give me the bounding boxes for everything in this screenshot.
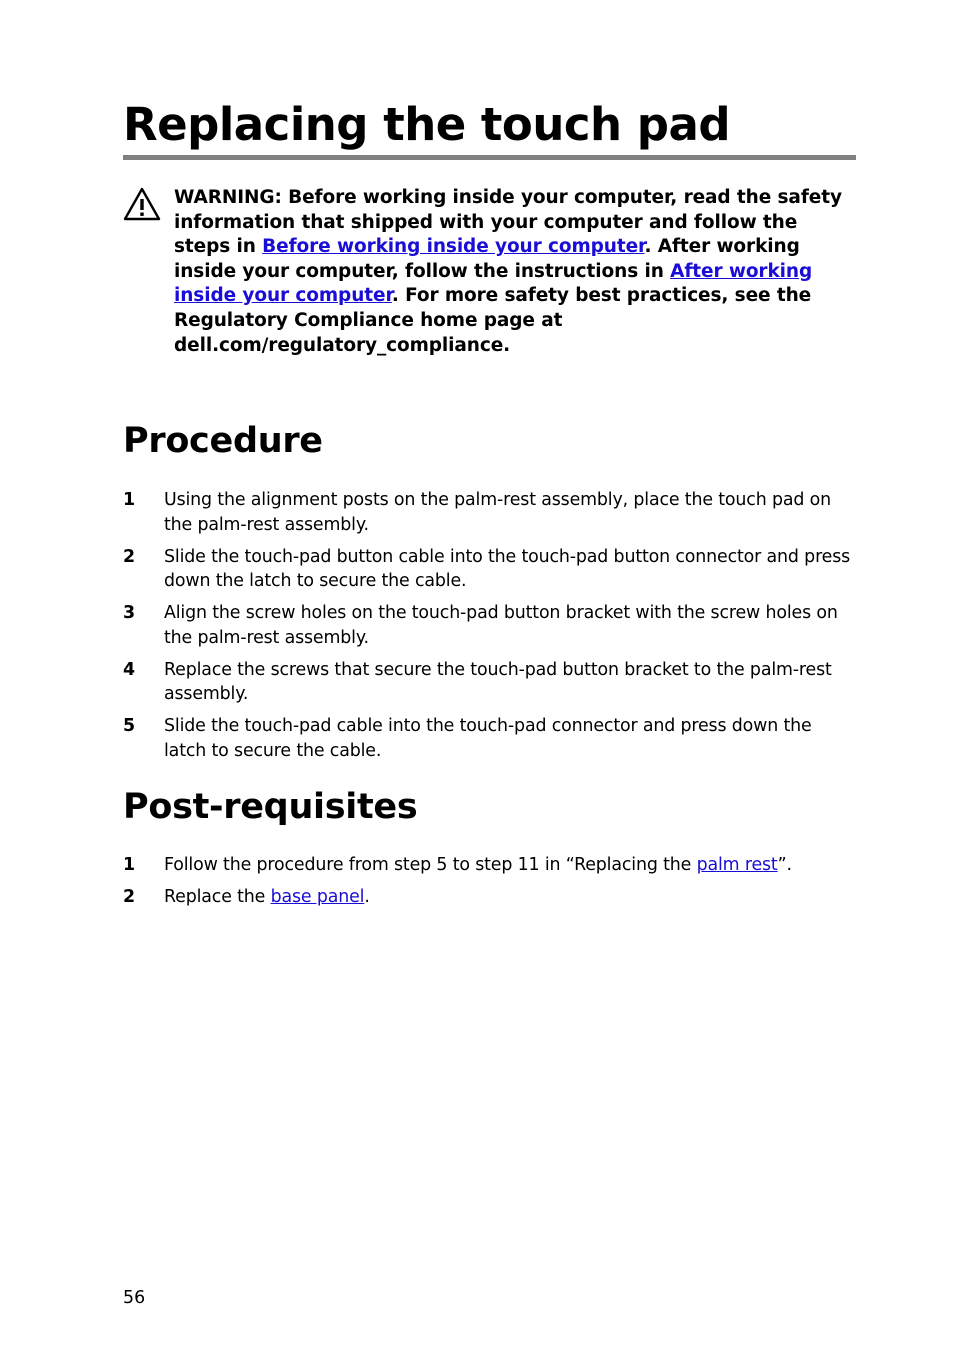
base-panel-link[interactable]: base panel (270, 886, 365, 907)
step-text-suffix: . (364, 886, 370, 907)
procedure-step (123, 545, 856, 594)
step-number: 3 (123, 603, 135, 624)
warning-text (174, 186, 854, 358)
step-text: Slide the touch-pad button cable into the touch-pad button connector and press down the latch to secure the cable. (164, 546, 851, 592)
procedure-step (123, 658, 856, 707)
step-number: 2 (123, 546, 135, 567)
procedure-steps-list (123, 488, 856, 771)
page-title: Replacing the touch pad (123, 98, 731, 151)
step-number: 2 (123, 886, 135, 907)
step-text: Follow the procedure from step 5 to step 11 in “Replacing the (164, 855, 697, 875)
procedure-step (123, 488, 856, 537)
warning-text-part1: WARNING: Before working inside your computer, read the safety information that shipped with your computer and follow the steps in (174, 187, 842, 258)
procedure-heading: Procedure (123, 421, 323, 461)
title-underline-rule (123, 155, 856, 160)
step-text: Using the alignment posts on the palm-rest assembly, place the touch pad on the palm-rest assembly. (164, 490, 831, 535)
step-number: 1 (123, 855, 135, 875)
step-text: Slide the touch-pad cable into the touch-pad connector and press down the latch to secure the cable. (164, 716, 812, 761)
post-requisite-step (123, 885, 856, 910)
before-working-link[interactable]: Before working inside your computer (262, 236, 645, 258)
warning-text-part2: . After working inside your computer, follow the instructions in (174, 236, 800, 282)
step-text: Align the screw holes on the touch-pad button bracket with the screw holes on the palm-rest assembly. (164, 603, 838, 648)
palm-rest-link[interactable]: palm rest (696, 855, 778, 875)
post-requisites-heading: Post-requisites (123, 787, 418, 827)
procedure-step (123, 714, 856, 763)
post-requisite-step (123, 853, 856, 878)
warning-triangle-icon (123, 186, 161, 222)
page-number: 56 (123, 1288, 146, 1308)
post-requisites-steps-list (123, 853, 856, 917)
step-text: Replace the screws that secure the touch-pad button bracket to the palm-rest assembly. (164, 659, 832, 705)
warning-text-part3: . For more safety best practices, see the Regulatory Compliance home page at dell.com/regulatory_compliance. (174, 285, 812, 356)
step-number: 1 (123, 490, 135, 510)
step-text-suffix: ”. (777, 855, 792, 875)
after-working-link[interactable]: After working inside your computer (174, 260, 813, 307)
step-number: 4 (123, 659, 135, 680)
step-number: 5 (123, 716, 135, 737)
procedure-step (123, 601, 856, 650)
step-text: Replace the (164, 886, 271, 907)
